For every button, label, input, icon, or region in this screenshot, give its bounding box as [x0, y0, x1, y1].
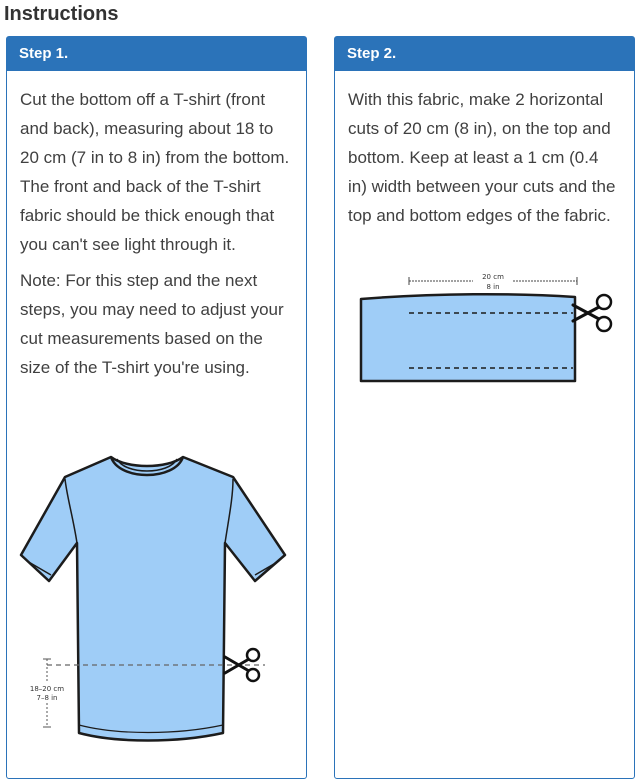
step-1-card	[6, 36, 307, 779]
step-2-card	[334, 36, 635, 779]
scissors-icon	[573, 295, 611, 331]
step-2-body	[335, 71, 634, 230]
fabric-measure-cm: 20 cm	[482, 273, 504, 281]
measure-in-label: 7–8 in	[36, 694, 58, 702]
fabric-illustration	[355, 263, 635, 383]
step-2-text: With this fabric, make 2 horizontal cuts of 20 cm (8 in), on the top and bottom. Keep at least a 1 cm (0.4 in) width between your cuts and the top and bottom edges of the fabric.	[348, 90, 616, 225]
fabric-measure-in: 8 in	[486, 283, 500, 291]
step-1-header: Step 1.	[7, 37, 306, 71]
step-1-body	[7, 71, 306, 382]
page-title: Instructions	[4, 3, 119, 25]
step-2-header: Step 2.	[335, 37, 634, 71]
step-1-note: Note: For this step and the next steps, you may need to adjust your cut measurements based on the size of the T-shirt you're using.	[20, 271, 284, 377]
step-1-text: Cut the bottom off a T-shirt (front and back), measuring about 18 to 20 cm (7 in to 8 in) from the bottom. The front and back of the T-shirt fabric should be thick enough that you can't see light through it.	[20, 90, 290, 254]
tshirt-illustration	[7, 447, 306, 747]
measure-cm-label: 18–20 cm	[29, 685, 65, 693]
tshirt-shape	[21, 457, 285, 741]
